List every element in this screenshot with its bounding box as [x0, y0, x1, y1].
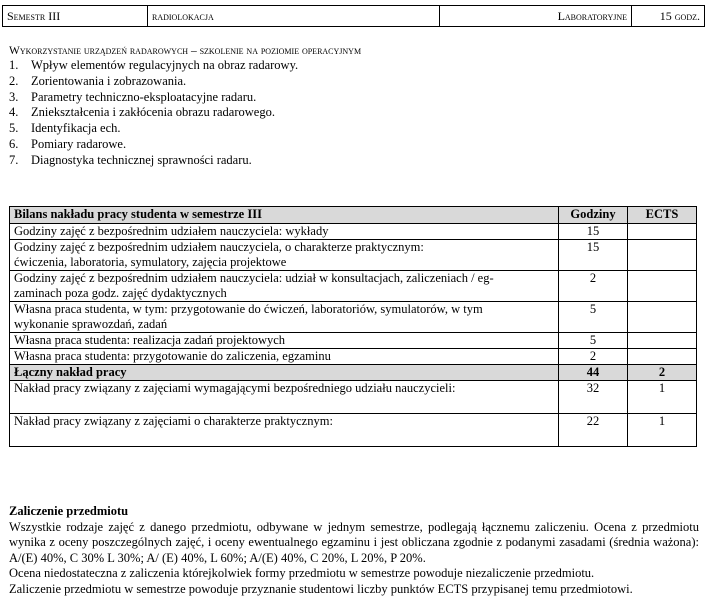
class-type-cell: Laboratoryjne: [440, 6, 632, 26]
hours-cell: 15 godz.: [659, 8, 700, 23]
list-text: Pomiary radarowe.: [31, 136, 127, 151]
row-label: Własna praca studenta, w tym: przygotowanie do ćwiczeń, laboratoriów, symulatorów, w tym wykonanie sprawozdań, zadań: [10, 302, 559, 333]
header-label: Bilans nakładu pracy studenta w semestrze III: [10, 207, 559, 224]
row-label: Nakład pracy związany z zajęciami wymagającymi bezpośredniego udziału nauczycieli:: [10, 381, 559, 414]
list-text: Zniekształcenia i zakłócenia obrazu radarowego.: [31, 105, 275, 120]
list-item: [9, 153, 699, 169]
row-hours: 2: [559, 271, 628, 302]
row-hours: 15: [559, 240, 628, 271]
header-hours: Godziny: [559, 207, 628, 224]
table-row: [10, 271, 697, 302]
table-row: [10, 381, 697, 414]
subject-cell: radiolokacja: [148, 6, 440, 26]
row-label: Godziny zajęć z bezpośrednim udziałem nauczyciela: wykłady: [10, 224, 559, 240]
assessment-paragraph: Wszystkie rodzaje zajęć z danego przedmiotu, odbywane w jednym semestrze, podlegają łącznemu zaliczeniu. Ocena z przedmiotu wynika z oceny poszczególnych zajęć, i oceny ewentualnego egzaminu i jest obliczana zgodnie z podanymi zasadami (średnia ważona): A/(E) 40%, C 30% L 30%; A/ (E) 40%, L 60%; A/(E) 40%, C 20%, L 20%, P 20%.: [9, 519, 699, 565]
list-number: 4.: [9, 105, 19, 120]
assessment-paragraph: Ocena niedostateczna z zaliczenia którejkolwiek formy przedmiotu w semestrze powoduje niezaliczenie przedmiotu.: [9, 566, 595, 581]
list-item: [9, 90, 699, 106]
list-item: [9, 105, 699, 121]
row-label: Własna praca studenta: przygotowanie do zaliczenia, egzaminu: [10, 349, 559, 365]
list-text: Parametry techniczno-eksploatacyjne radaru.: [31, 89, 257, 104]
total-label: Łączny nakład pracy: [10, 365, 559, 381]
row-hours: 32: [559, 381, 628, 414]
row-label: Godziny zajęć z bezpośrednim udziałem nauczyciela: udział w konsultacjach, zaliczeniach / eg- zaminach poza godz. zajęć dydaktycznych: [10, 271, 559, 302]
header-ects: ECTS: [628, 207, 697, 224]
row-hours: 2: [559, 349, 628, 365]
row-ects: 1: [628, 381, 697, 414]
row-ects: [628, 271, 697, 302]
topic-title: Wykorzystanie urządzeń radarowych – szkolenie na poziomie operacyjnym: [9, 45, 362, 57]
workload-table: [9, 206, 697, 447]
table-row: [10, 240, 697, 271]
row-ects: [628, 224, 697, 240]
list-number: 1.: [9, 58, 19, 72]
row-hours: 5: [559, 333, 628, 349]
row-hours: 22: [559, 414, 628, 447]
row-label: Nakład pracy związany z zajęciami o charakterze praktycznym:: [10, 414, 559, 447]
topic-list: [9, 58, 699, 169]
list-text: Wpływ elementów regulacyjnych na obraz radarowy.: [31, 58, 299, 72]
list-item: [9, 137, 699, 153]
assessment-paragraph: Zaliczenie przedmiotu w semestrze powoduje przyznanie studentowi liczby punktów ECTS przypisanej temu przedmiotowi.: [9, 581, 633, 596]
course-header: [2, 5, 705, 27]
list-number: 7.: [9, 152, 19, 167]
table-row: [10, 302, 697, 333]
assessment-section: [9, 504, 699, 598]
list-number: 5.: [9, 121, 19, 136]
list-item: [9, 58, 699, 74]
assessment-title: Zaliczenie przedmiotu: [9, 504, 129, 518]
total-ects: 2: [628, 365, 697, 381]
row-ects: 1: [628, 414, 697, 447]
list-number: 3.: [9, 89, 19, 104]
row-ects: [628, 302, 697, 333]
row-ects: [628, 349, 697, 365]
table-row: [10, 224, 697, 240]
row-ects: [628, 240, 697, 271]
list-text: Diagnostyka technicznej sprawności radaru.: [31, 152, 252, 167]
list-item: [9, 121, 699, 137]
row-ects: [628, 333, 697, 349]
topic-section: [9, 44, 699, 169]
table-row: [10, 333, 697, 349]
row-hours: 5: [559, 302, 628, 333]
list-number: 2.: [9, 73, 19, 88]
list-item: [9, 74, 699, 90]
table-row: [10, 414, 697, 447]
row-label: Własna praca studenta: realizacja zadań projektowych: [10, 333, 559, 349]
total-hours: 44: [559, 365, 628, 381]
list-number: 6.: [9, 136, 19, 151]
list-text: Zorientowania i zobrazowania.: [31, 73, 187, 88]
row-label: Godziny zajęć z bezpośrednim udziałem nauczyciela, o charakterze praktycznym: ćwiczenia, laboratoria, symulatory, zajęcia projektowe: [10, 240, 559, 271]
list-text: Identyfikacja ech.: [31, 121, 121, 136]
table-row: [10, 349, 697, 365]
semester-cell: Semestr III: [3, 6, 148, 26]
row-hours: 15: [559, 224, 628, 240]
table-header-row: [10, 207, 697, 224]
total-row: [10, 365, 697, 381]
